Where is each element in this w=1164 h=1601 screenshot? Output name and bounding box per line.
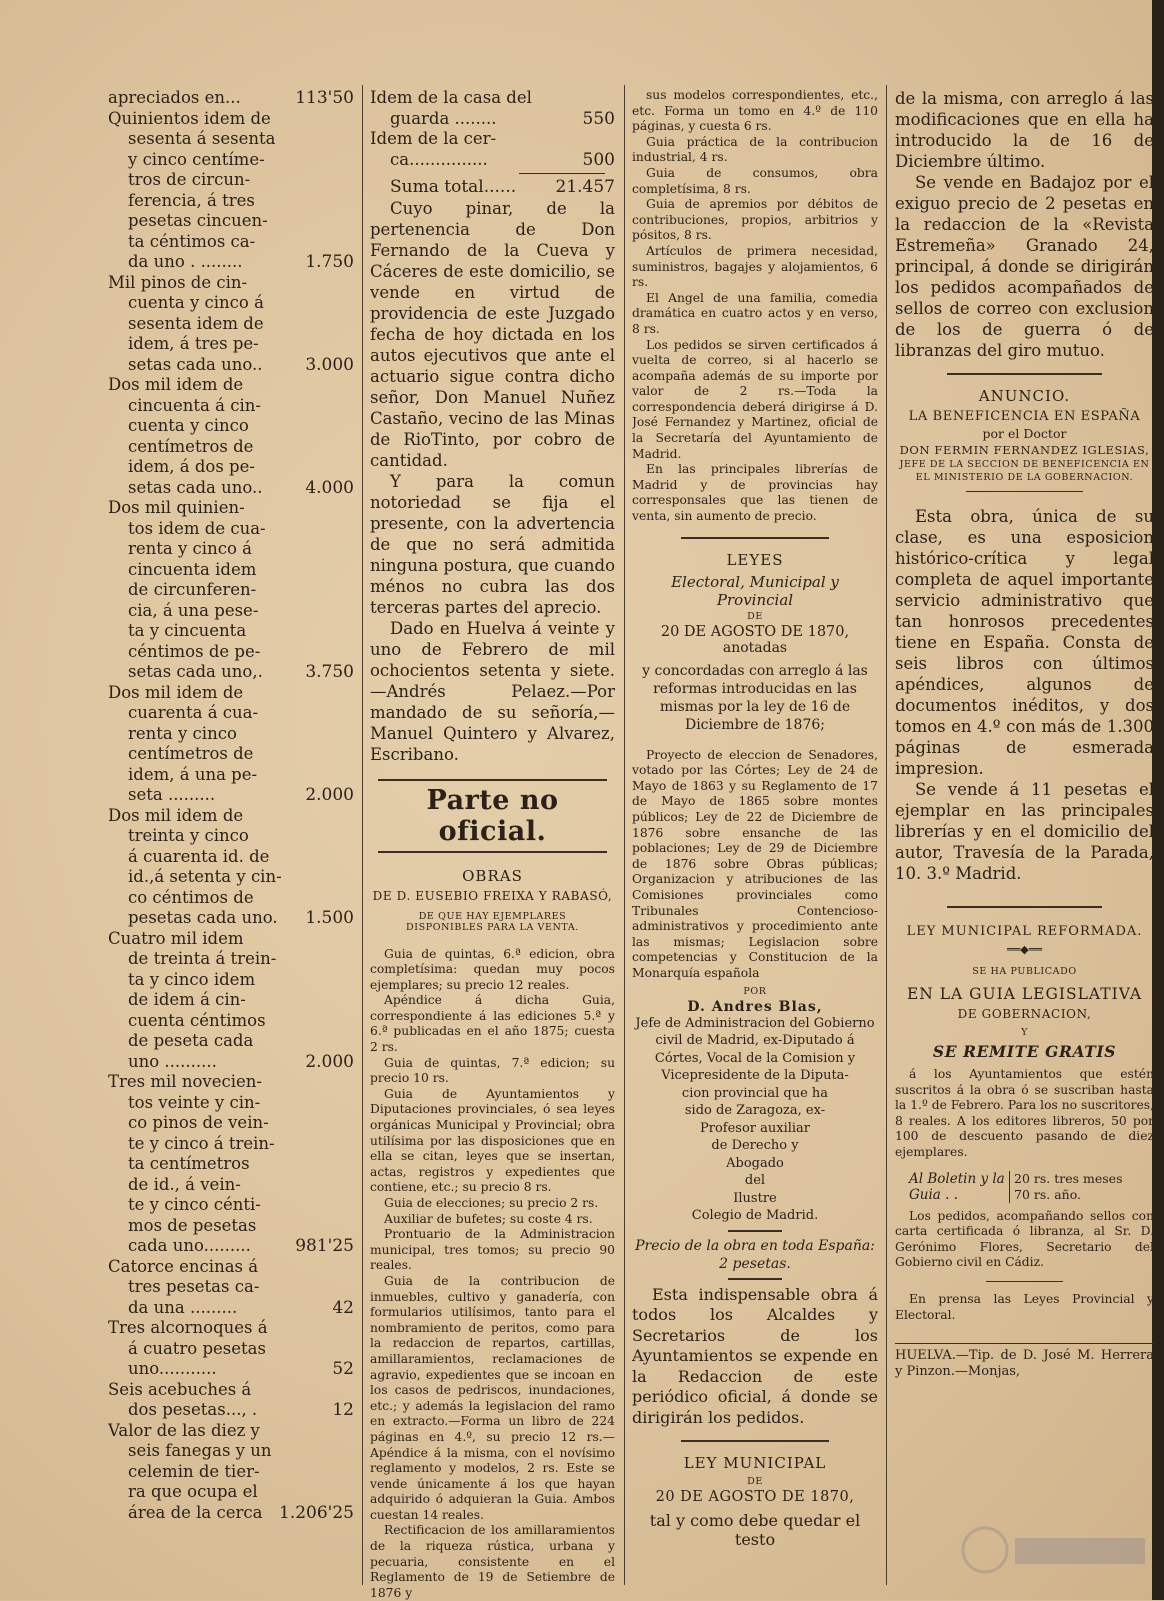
item-description: Valor de las diez y <box>108 1421 260 1442</box>
item-description: cada uno......... <box>128 1236 251 1257</box>
inventory-line <box>108 949 354 970</box>
inventory-line <box>108 519 354 540</box>
book-entry: Guia de la contribucion de inmuebles, cultivo y ganadería, con formularios utilísimos, tanto para el nombramiento de peritos, como para la redaccion de repartos, cartillas, amillaramientos, reclamaciones de agravio, expedientes que se incoan en los casos de pedriscos, inundaciones, etc.; y además la legislacion del ramo en extracto.—Forma un libro de 224 páginas en 4.º, su precio 12 rs.—Apéndice á la misma, con el novísimo reglamento y modelos, 2 rs. Este se vende únicamente á los que hayan adquirido ó adquieran la Guia. Ambos cuestan 14 reales. <box>370 1274 615 1524</box>
item-amount: 500 <box>579 150 615 171</box>
item-description: setas cada uno.. <box>128 355 263 376</box>
inventory-line <box>108 1216 354 1237</box>
notice-signature: Dado en Huelva á veinte y uno de Febrero de mil ochocientos setenta y siete.—Andrés Pelaez.—Por mandado de su señoría,—Manuel Quintero y Alvarez, Escribano. <box>370 618 615 765</box>
item-description: Idem de la casa del <box>370 88 532 109</box>
item-description: Idem de la cer- <box>370 129 496 150</box>
item-description: co céntimos de <box>128 888 254 909</box>
item-description: área de la cerca <box>128 1503 262 1524</box>
book-list <box>370 947 615 1601</box>
item-description: renta y cinco <box>128 724 237 745</box>
inventory-line <box>108 170 354 191</box>
book-entry: Guia de Ayuntamientos y Diputaciones provinciales, ó sea leyes orgánicas Municipal y Provincial; obra utilísima por las disposiciones que en ella se citan, leyes que se insertan, actas, registros y expedientes que contiene, etc.; su precio 8 rs. <box>370 1087 615 1196</box>
item-description: cincuenta á cin- <box>128 396 261 417</box>
imprenta: HUELVA.—Tip. de D. José M. Herrera y Pinzon.—Monjas, <box>895 1348 1154 1380</box>
item-description: Mil pinos de cin- <box>108 273 247 294</box>
inventory-line <box>108 252 354 273</box>
badajoz-sale: Se vende en Badajoz por el exiguo precio de 2 pesetas en la redaccion de la «Revista Estremeña» Granado 24, principal, á donde se dirigirán los pedidos acompañados de sellos de correo con exclusion de los de guerra ó de libranzas del giro mutuo. <box>895 172 1154 361</box>
item-amount: 1.750 <box>301 252 354 273</box>
book-entry: Rectificacion de los amillaramientos de la riqueza rústica, urbana y pecuaria, consistente en el Reglamento de 19 de Setiembre de 1876 y <box>370 1523 615 1601</box>
inventory-line <box>108 1257 354 1278</box>
item-description: cuenta y cinco <box>128 416 249 437</box>
ley-reformada-title: LEY MUNICIPAL REFORMADA. <box>895 924 1154 939</box>
item-amount: 12 <box>328 1400 354 1421</box>
column-rule <box>624 85 625 1585</box>
item-amount: 3.750 <box>301 662 354 683</box>
inventory-line <box>108 1400 354 1421</box>
item-description: cuarenta á cua- <box>128 703 258 724</box>
pedidos-cadiz: Los pedidos, acompañando sellos con carta certificada ó libranza, al Sr. D. Gerónimo Flores, Secretario del Gobierno civil en Cádiz. <box>895 1209 1154 1271</box>
ley-municipal-tal: tal y como debe quedar el testo <box>632 1511 878 1549</box>
item-description: cincuenta idem <box>128 560 256 581</box>
separator <box>728 1278 782 1280</box>
inventory-line <box>108 334 354 355</box>
item-description: Dos mil idem de <box>108 375 243 396</box>
item-amount: 981'25 <box>291 1236 354 1257</box>
inventory-line <box>108 1113 354 1134</box>
book-entry: Auxiliar de bufetes; su coste 4 rs. <box>370 1212 615 1228</box>
inventory-line <box>108 437 354 458</box>
inventory-line <box>108 703 354 724</box>
inventory-line <box>108 560 354 581</box>
inventory-line <box>108 1277 354 1298</box>
inventory-line <box>108 601 354 622</box>
item-amount: 113'50 <box>291 88 354 109</box>
y-conj: Y <box>895 1027 1154 1038</box>
separator <box>986 1281 1064 1282</box>
inventory-line <box>108 232 354 253</box>
book-entry: sus modelos correspondientes, etc., etc. Forma un tomo en 4.º de 110 páginas, y cuesta 6 rs. <box>632 88 878 135</box>
separator <box>728 1230 782 1232</box>
author-title-line: Abogado <box>632 1155 878 1173</box>
author-title-line: civil de Madrid, ex-Diputado á <box>632 1032 878 1050</box>
item-description: idem, á tres pe- <box>128 334 259 355</box>
column-2 <box>370 88 615 1601</box>
item-description: de idem á cin- <box>128 990 246 1011</box>
inventory-continuation <box>370 88 615 170</box>
item-description: ta y cinco idem <box>128 970 255 991</box>
inventory-line <box>108 785 354 806</box>
item-description: uno .......... <box>128 1052 217 1073</box>
inventory-line <box>370 109 615 130</box>
price-value: 2 pesetas. <box>632 1255 878 1273</box>
item-description: pesetas cincuen- <box>128 211 268 232</box>
item-description: guarda ........ <box>390 109 497 130</box>
item-description: tros de circun- <box>128 170 250 191</box>
inventory-line <box>108 1175 354 1196</box>
leyes-date: 20 DE AGOSTO DE 1870, <box>632 624 878 640</box>
indispensable-paragraph: Esta indispensable obra á todos los Alcaldes y Secretarios de los Ayuntamientos se expende en la Redaccion de este periódico oficial, á donde se dirigirán los pedidos. <box>632 1285 878 1429</box>
inventory-line <box>108 539 354 560</box>
leyes-concordadas: y concordadas con arreglo á las reformas introducidas en las mismas por la ley de 16 de Diciembre de 1876; <box>638 662 872 734</box>
item-description: sesenta á sesenta <box>128 129 275 150</box>
column-4 <box>895 88 1154 1380</box>
item-description: céntimos de pe- <box>128 642 260 663</box>
author-title-line: Colegio de Madrid. <box>632 1207 878 1225</box>
leyes-title: LEYES <box>632 551 878 569</box>
item-amount: 3.000 <box>301 355 354 376</box>
item-description: Dos mil quinien- <box>108 498 245 519</box>
anuncio-heading: ANUNCIO. <box>895 387 1154 405</box>
item-description: tos veinte y cin- <box>128 1093 260 1114</box>
item-description: Tres mil novecien- <box>108 1072 262 1093</box>
item-description: pesetas cada uno. <box>128 908 278 929</box>
author-title-line: cion provincial que ha <box>632 1085 878 1103</box>
item-description: y cinco centíme- <box>128 150 265 171</box>
item-description: id.,á setenta y cin- <box>128 867 282 888</box>
book-entry: Los pedidos se sirven certificados á vuelta de correo, si al hacerlo se acompaña además de su importe por valor de 2 rs.—Toda la correspondencia deberá dirigirse á D. José Fernandez y Martinez, oficial de la Secretaría del Ayuntamiento de Madrid. <box>632 338 878 463</box>
remite-gratis: SE REMITE GRATIS <box>895 1042 1154 1061</box>
item-description: te y cinco á trein- <box>128 1134 275 1155</box>
inventory-line <box>108 765 354 786</box>
item-amount: 1.206'25 <box>275 1503 354 1524</box>
boletin-prices <box>895 1171 1154 1203</box>
item-description: ta céntimos ca- <box>128 232 255 253</box>
section-heading-box <box>378 779 607 853</box>
inventory-line <box>108 1462 354 1483</box>
inventory-line <box>108 273 354 294</box>
item-description: seis fanegas y un <box>128 1441 272 1462</box>
inventory-line <box>108 1154 354 1175</box>
item-description: ferencia, á tres <box>128 191 255 212</box>
item-description: idem, á una pe- <box>128 765 257 786</box>
boletin-label: Al Boletin y la Guia . . <box>895 1171 1009 1203</box>
item-amount: 2.000 <box>301 1052 354 1073</box>
item-description: co pinos de vein- <box>128 1113 269 1134</box>
inventory-line <box>108 1380 354 1401</box>
inventory-line <box>108 990 354 1011</box>
author-title-line: Córtes, Vocal de la Comision y <box>632 1050 878 1068</box>
author-title-line: del <box>632 1172 878 1190</box>
sum-total-label: Suma total...... <box>390 177 516 198</box>
item-description: da uno . ........ <box>128 252 243 273</box>
separator <box>681 1440 829 1442</box>
sum-total <box>370 177 615 198</box>
item-description: ta centímetros <box>128 1154 250 1175</box>
inventory-line <box>108 1134 354 1155</box>
inventory-line <box>108 1195 354 1216</box>
inventory-line <box>108 314 354 335</box>
inventory-line <box>108 1093 354 1114</box>
inventory-line <box>370 88 615 109</box>
item-description: da una ......... <box>128 1298 237 1319</box>
inventory-line <box>108 498 354 519</box>
inventory-line <box>108 970 354 991</box>
item-description: ta y cincuenta <box>128 621 246 642</box>
inventory-line <box>108 806 354 827</box>
inventory-line <box>108 908 354 929</box>
inventory-line <box>108 1298 354 1319</box>
ornament: ══◆══ <box>895 943 1154 956</box>
inventory-line <box>108 1318 354 1339</box>
item-amount: 52 <box>328 1359 354 1380</box>
item-description: mos de pesetas <box>128 1216 256 1237</box>
item-description: sesenta idem de <box>128 314 264 335</box>
sum-rule <box>519 173 605 174</box>
book-entry: Guia de quintas, 6.ª edicion, obra completísima: quedan muy pocos ejemplares; su precio 12 reales. <box>370 947 615 994</box>
archive-watermark-icon <box>960 1510 1150 1590</box>
book-entry: Guia de apremios por débitos de contribuciones, propios, arbitrios y pósitos, 8 rs. <box>632 197 878 244</box>
leyes-de: DE <box>632 611 878 622</box>
inventory-line <box>108 211 354 232</box>
guia-legislativa: EN LA GUIA LEGISLATIVA <box>895 985 1154 1003</box>
leyes-proyecto: Proyecto de eleccion de Senadores, votado por las Córtes; Ley de 24 de Mayo de 1863 y su Reglamento de 17 de Mayo de 1865 sobre montes públicos; Ley de 22 de Diciembre de 1876 sobre ensanche de las poblaciones; Ley de 29 de Diciembre de 1876 sobre Obras públicas; Organizacion y atribuciones de las Comisiones provinciales como Tribunales Contencioso-administrativos y procedimiento ante las mismas; Legislacion sobre competencias y Constitucion de la Monarquía española <box>632 748 878 982</box>
book-entry: Guia de elecciones; su precio 2 rs. <box>370 1196 615 1212</box>
item-description: seta ......... <box>128 785 215 806</box>
book-entry: Guia de quintas, 7.ª edicion; su precio 10 rs. <box>370 1056 615 1087</box>
separator <box>895 1343 1154 1344</box>
boletin-price-list <box>1009 1171 1122 1203</box>
item-description: idem, á dos pe- <box>128 457 255 478</box>
book-entry: Artículos de primera necesidad, suministros, bagajes y alojamientos, 6 rs. <box>632 244 878 291</box>
item-description: á cuarenta id. de <box>128 847 269 868</box>
inventory-line <box>108 580 354 601</box>
item-description: Seis acebuches á <box>108 1380 251 1401</box>
item-description: setas cada uno.. <box>128 478 263 499</box>
inventory-line <box>108 1011 354 1032</box>
inventory-line <box>108 847 354 868</box>
author-title-line: de Derecho y <box>632 1137 878 1155</box>
beneficencia-por: por el Doctor <box>895 426 1154 441</box>
inventory-line <box>108 1052 354 1073</box>
inventory-line <box>108 416 354 437</box>
inventory-line <box>108 355 354 376</box>
item-description: de id., á vein- <box>128 1175 241 1196</box>
inventory-line <box>108 88 354 109</box>
inventory-line <box>108 1441 354 1462</box>
leyes-author: D. Andres Blas, <box>632 999 878 1015</box>
notice-paragraph: Y para la comun notoriedad se fija el presente, con la advertencia de que no será admitida ninguna postura, que cuando ménos no cubra las dos terceras partes del aprecio. <box>370 471 615 618</box>
publicado: SE HA PUBLICADO <box>895 966 1154 977</box>
item-description: centímetros de <box>128 744 253 765</box>
book-entry: Guia práctica de la contribucion industrial, 4 rs. <box>632 135 878 166</box>
item-amount: 1.500 <box>301 908 354 929</box>
item-amount: 42 <box>328 1298 354 1319</box>
inventory-line <box>108 642 354 663</box>
inventory-line <box>108 1031 354 1052</box>
book-entry: Guia de consumos, obra completísima, 8 rs. <box>632 166 878 197</box>
inventory-line <box>108 478 354 499</box>
item-amount: 550 <box>579 109 615 130</box>
suscripcion-paragraph: á los Ayuntamientos que estén suscritos á la obra ó se suscriban hasta la 1.º de Febrero. Para los no suscritores, 8 reales. A los editores libreros, 50 por 100 de descuento pasando de diez ejemplares. <box>895 1067 1154 1161</box>
book-list-continued <box>632 88 878 525</box>
item-description: á cuatro pesetas <box>128 1339 266 1360</box>
inventory-line <box>108 744 354 765</box>
inventory-line <box>108 1339 354 1360</box>
column-1-inventory <box>108 88 354 1523</box>
inventory-line <box>108 1421 354 1442</box>
item-description: Cuatro mil idem <box>108 929 243 950</box>
separator <box>966 491 1083 492</box>
notice-paragraph: Cuyo pinar, de la pertenencia de Don Fernando de la Cueva y Cáceres de este domicilio, se vende en virtud de providencia de este Juzgado fecha de hoy dictada en los autos ejecutivos que ante el actuario sigue contra dicho señor, Don Manuel Nuñez Castaño, vecino de las Minas de RioTinto, por cobro de cantidad. <box>370 198 615 471</box>
inventory-line <box>108 929 354 950</box>
price-year: 70 rs. año. <box>1014 1187 1122 1203</box>
author-title-line: Ilustre <box>632 1190 878 1208</box>
ley-municipal-title: LEY MUNICIPAL <box>632 1454 878 1472</box>
inventory-line <box>108 150 354 171</box>
en-prensa: En prensa las Leyes Provincial y Electoral. <box>895 1292 1154 1323</box>
inventory-line <box>108 1236 354 1257</box>
item-description: tres pesetas ca- <box>128 1277 259 1298</box>
book-entry: Apéndice á dicha Guia, correspondiente á las ediciones 5.ª y 6.ª publicadas en el año 1875; cuesta 2 rs. <box>370 993 615 1055</box>
section-heading: Parte no oficial. <box>378 785 607 847</box>
inventory-line <box>108 457 354 478</box>
item-description: setas cada uno,. <box>128 662 263 683</box>
beneficencia-title: LA BENEFICENCIA EN ESPAÑA <box>895 409 1154 424</box>
item-description: uno........... <box>128 1359 217 1380</box>
ley-municipal-de: DE <box>632 1476 878 1487</box>
item-amount: 2.000 <box>301 785 354 806</box>
leyes-subtitle: Electoral, Municipal y Provincial <box>632 573 878 609</box>
separator <box>681 537 829 539</box>
inventory-line <box>108 1503 354 1524</box>
item-description: de circunferen- <box>128 580 256 601</box>
inventory-line <box>108 867 354 888</box>
item-description: Dos mil idem de <box>108 683 243 704</box>
inventory-line <box>108 1072 354 1093</box>
inventory-line <box>108 724 354 745</box>
inventory-line <box>370 150 615 171</box>
item-description: tos idem de cua- <box>128 519 266 540</box>
inventory-line <box>370 129 615 150</box>
item-description: cuenta y cinco á <box>128 293 264 314</box>
sum-total-value: 21.457 <box>552 177 615 198</box>
inventory-line <box>108 826 354 847</box>
item-description: cuenta céntimos <box>128 1011 266 1032</box>
inventory-line <box>108 1359 354 1380</box>
item-description: Quinientos idem de <box>108 109 271 130</box>
beneficencia-sale: Se vende á 11 pesetas el ejemplar en las principales librerías y en el domicilio del autor, Travesía de la Parada, 10. 3.º Madrid. <box>895 779 1154 884</box>
ley-municipal-date: 20 DE AGOSTO DE 1870, <box>632 1489 878 1505</box>
inventory-line <box>108 396 354 417</box>
inventory-line <box>108 662 354 683</box>
inventory-line <box>108 293 354 314</box>
item-description: renta y cinco á <box>128 539 252 560</box>
author-titles <box>632 1015 878 1225</box>
inventory-line <box>108 129 354 150</box>
item-description: ca............... <box>390 150 488 171</box>
inventory-line <box>108 1482 354 1503</box>
separator <box>947 906 1102 908</box>
gobernacion: DE GOBERNACION, <box>895 1007 1154 1021</box>
item-description: apreciados en... <box>108 88 241 109</box>
separator <box>947 373 1102 375</box>
badajoz-paragraph: de la misma, con arreglo á las modificaciones que en ella ha introducido la de 16 de Diciembre último. <box>895 88 1154 172</box>
inventory-line <box>108 621 354 642</box>
author-title-line: Jefe de Administracion del Gobierno <box>632 1015 878 1033</box>
beneficencia-jefe-2: EL MINISTERIO DE LA GOBERNACION. <box>895 472 1154 483</box>
inventory-line <box>108 888 354 909</box>
price-3-months: 20 rs. tres meses <box>1014 1171 1122 1187</box>
author-title-line: Profesor auxiliar <box>632 1120 878 1138</box>
obras-subtitle: DE QUE HAY EJEMPLARES DISPONIBLES PARA LA VENTA. <box>380 911 605 933</box>
book-entry: Prontuario de la Administracion municipal, tres tomos; su precio 90 reales. <box>370 1227 615 1274</box>
item-description: dos pesetas..., . <box>128 1400 257 1421</box>
item-description: centímetros de <box>128 437 253 458</box>
item-description: Dos mil idem de <box>108 806 243 827</box>
item-description: Catorce encinas á <box>108 1257 258 1278</box>
item-description: ra que ocupa el <box>128 1482 258 1503</box>
beneficencia-description: Esta obra, única de su clase, es una esposicion histórico-crítica y legal completa de aquel importante servicio administrativo que tan honrosos precedentes tiene en España. Consta de seis libros con últimos apéndices, algunos de documentos inéditos, y dos tomos en 4.º con más de 1.300 páginas de esmerada impresion. <box>895 506 1154 779</box>
price-label: Precio de la obra en toda España: <box>632 1237 878 1255</box>
item-description: treinta y cinco <box>128 826 249 847</box>
inventory-line <box>108 683 354 704</box>
author-title-line: Vicepresidente de la Diputa- <box>632 1067 878 1085</box>
inventory-line <box>108 109 354 130</box>
book-entry: En las principales librerías de Madrid y de provincias hay corresponsales que las tienen de venta, sin aumento de precio. <box>632 462 878 524</box>
item-description: de peseta cada <box>128 1031 253 1052</box>
author-title-line: sido de Zaragoza, ex- <box>632 1102 878 1120</box>
column-rule <box>362 85 363 1585</box>
item-amount: 4.000 <box>301 478 354 499</box>
item-description: Tres alcornoques á <box>108 1318 268 1339</box>
inventory-line <box>108 375 354 396</box>
beneficencia-jefe-1: JEFE DE LA SECCION DE BENEFICENCIA EN <box>895 459 1154 470</box>
leyes-por: POR <box>632 986 878 997</box>
inventory-line <box>108 191 354 212</box>
beneficencia-doctor: DON FERMIN FERNANDEZ IGLESIAS, <box>895 443 1154 457</box>
item-description: de treinta á trein- <box>128 949 276 970</box>
book-entry: El Angel de una familia, comedia dramática en cuatro actos y en verso, 8 rs. <box>632 291 878 338</box>
obras-author: DE D. EUSEBIO FREIXA Y RABASÓ, <box>370 889 615 903</box>
item-description: te y cinco cénti- <box>128 1195 261 1216</box>
obras-title: OBRAS <box>370 867 615 885</box>
item-description: cia, á una pese- <box>128 601 258 622</box>
column-rule <box>886 85 887 1585</box>
item-description: celemin de tier- <box>128 1462 260 1483</box>
leyes-anotadas: anotadas <box>632 640 878 656</box>
column-3 <box>632 88 878 1549</box>
